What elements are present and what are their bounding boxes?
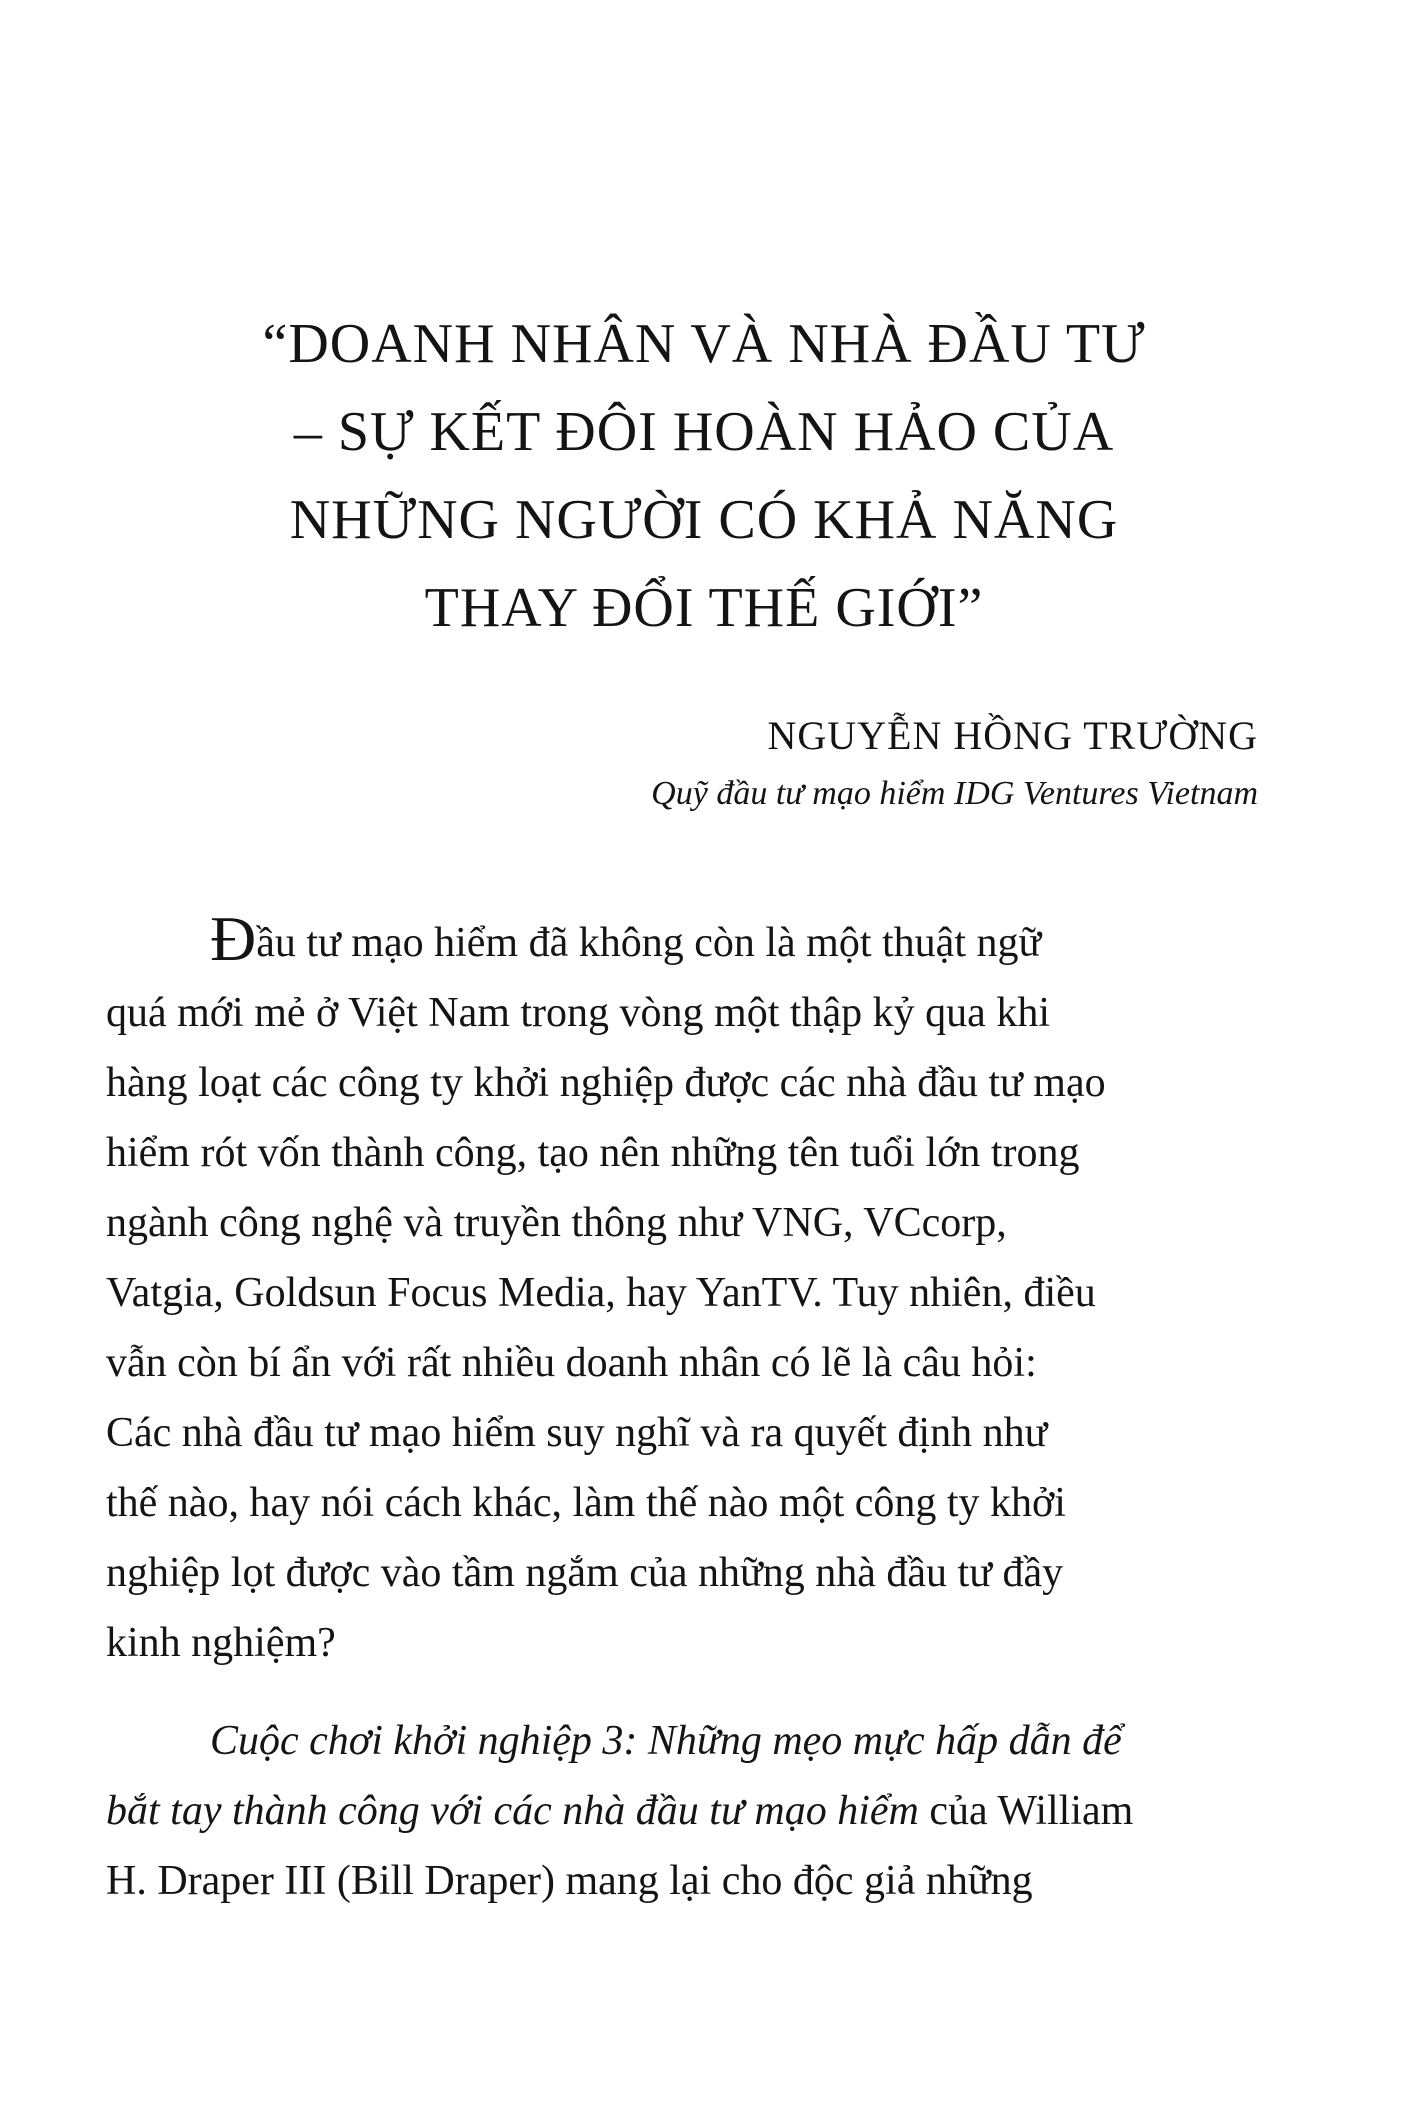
- book-title-italic: bắt tay thành công với các nhà đầu tư mạo hiểm: [106, 1788, 919, 1834]
- paragraph-line: Vatgia, Goldsun Focus Media, hay YanTV. Tuy nhiên, điều: [106, 1270, 1096, 1316]
- author-name: NGUYỄN HỒNG TRƯỜNG: [767, 713, 1258, 758]
- paragraph-line: hiểm rót vốn thành công, tạo nên những tên tuổi lớn trong: [106, 1130, 1080, 1176]
- paragraph-line: ngành công nghệ và truyền thông như VNG, VCcorp,: [106, 1200, 1007, 1246]
- paragraph-gap: [106, 1678, 1272, 1706]
- body-text: [106, 903, 1272, 1916]
- paragraph-line: Các nhà đầu tư mạo hiểm suy nghĩ và ra quyết định như: [106, 1410, 1048, 1456]
- paragraph-line: quá mới mẻ ở Việt Nam trong vòng một thập kỷ qua khi: [106, 990, 1050, 1036]
- paragraph-line: [106, 903, 1272, 978]
- title-line: “DOANH NHÂN VÀ NHÀ ĐẦU TƯ: [262, 313, 1146, 375]
- drop-cap: Đ: [210, 903, 257, 974]
- paragraph-line: kinh nghiệm?: [106, 1620, 336, 1666]
- title-line: THAY ĐỔI THẾ GIỚI”: [424, 577, 984, 639]
- paragraph-line: thế nào, hay nói cách khác, làm thế nào một công ty khởi: [106, 1480, 1066, 1526]
- title-line: – SỰ KẾT ĐÔI HOÀN HẢO CỦA: [293, 401, 1115, 463]
- paragraph-line: [106, 1776, 1272, 1846]
- first-line-text: ầu tư mạo hiểm đã không còn là một thuật ngữ: [256, 920, 1042, 966]
- paragraph-line: H. Draper III (Bill Draper) mang lại cho độc giả những: [106, 1858, 1033, 1904]
- attribution: [651, 708, 1258, 824]
- paragraph-line: Cuộc chơi khởi nghiệp 3: Những mẹo mực hấp dẫn để: [210, 1718, 1122, 1764]
- title-line: NHỮNG NGƯỜI CÓ KHẢ NĂNG: [289, 489, 1119, 551]
- author-organization: Quỹ đầu tư mạo hiểm IDG Ventures Vietnam: [651, 775, 1258, 812]
- paragraph-line: nghiệp lọt được vào tầm ngắm của những nhà đầu tư đầy: [106, 1550, 1064, 1596]
- paragraph-line: vẫn còn bí ẩn với rất nhiều doanh nhân có lẽ là câu hỏi:: [106, 1340, 1037, 1386]
- chapter-quote-title: [150, 300, 1258, 652]
- paragraph-line: hàng loạt các công ty khởi nghiệp được các nhà đầu tư mạo: [106, 1060, 1106, 1106]
- paragraph-text: của William: [918, 1788, 1134, 1834]
